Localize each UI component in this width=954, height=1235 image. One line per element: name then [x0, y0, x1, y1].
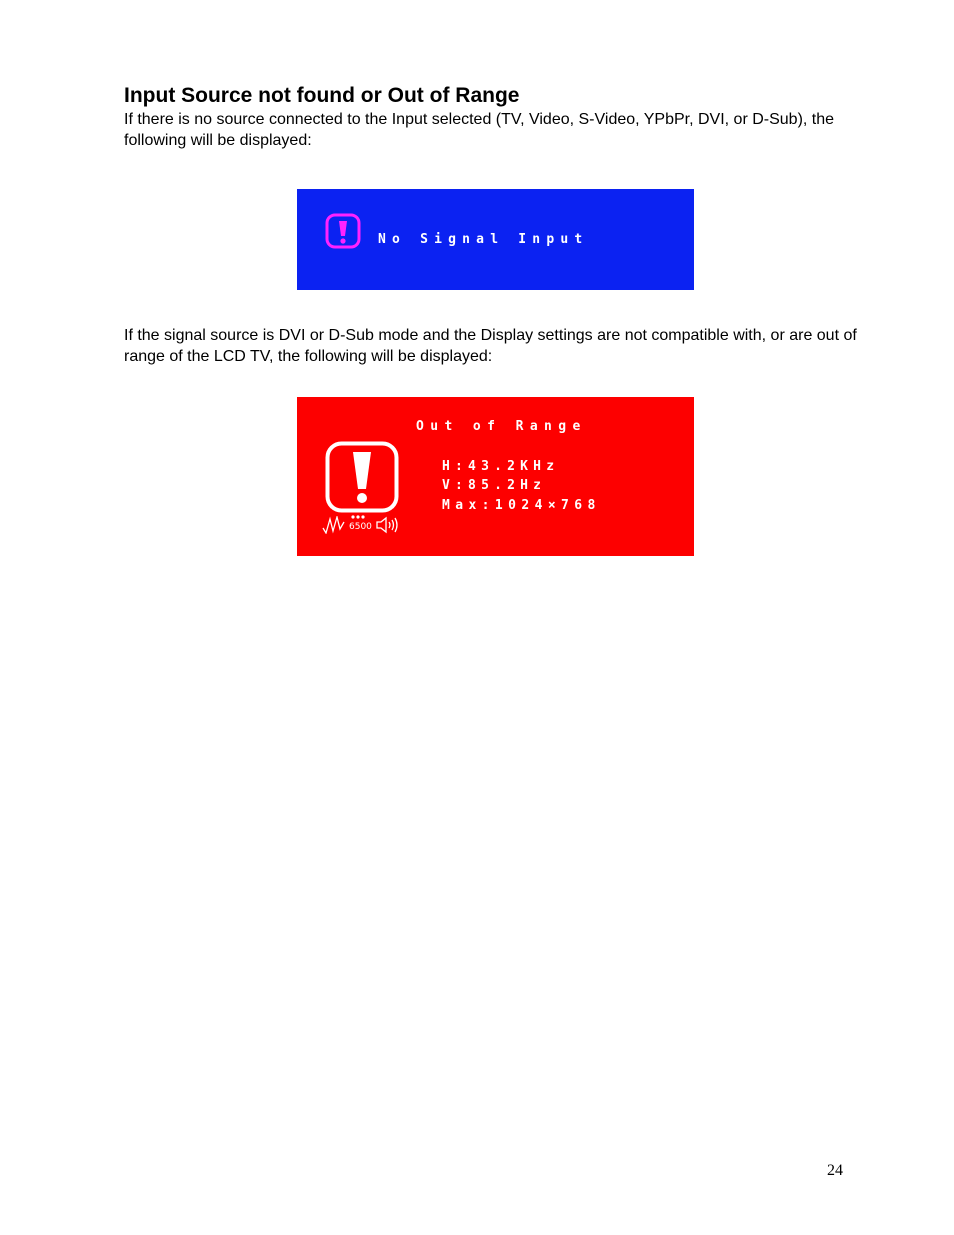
page-number: 24	[827, 1162, 843, 1179]
page-heading: Input Source not found or Out of Range	[124, 84, 520, 107]
speaker-icon	[376, 516, 402, 534]
out-of-range-osd	[297, 397, 694, 556]
no-signal-message: No Signal Input	[378, 232, 589, 247]
osd-status-icons	[322, 514, 402, 536]
vertical-frequency: V:85.2Hz	[442, 478, 547, 493]
warning-icon	[325, 441, 399, 513]
no-source-paragraph: If there is no source connected to the Input selected (TV, Video, S-Video, YPbPr, DVI, or D-Sub), the following will be displayed:	[124, 111, 835, 149]
max-resolution: Max:1024×768	[442, 498, 601, 513]
no-signal-osd	[297, 189, 694, 290]
out-of-range-paragraph: If the signal source is DVI or D-Sub mode and the Display settings are not compatible with, or are out of range of the LCD TV, the following will be displayed:	[124, 327, 857, 365]
out-of-range-title: Out of Range	[416, 419, 587, 434]
color-temp-label: 6500	[349, 522, 372, 532]
horizontal-frequency: H:43.2KHz	[442, 459, 560, 474]
waveform-icon	[322, 516, 346, 534]
warning-icon	[325, 213, 361, 249]
